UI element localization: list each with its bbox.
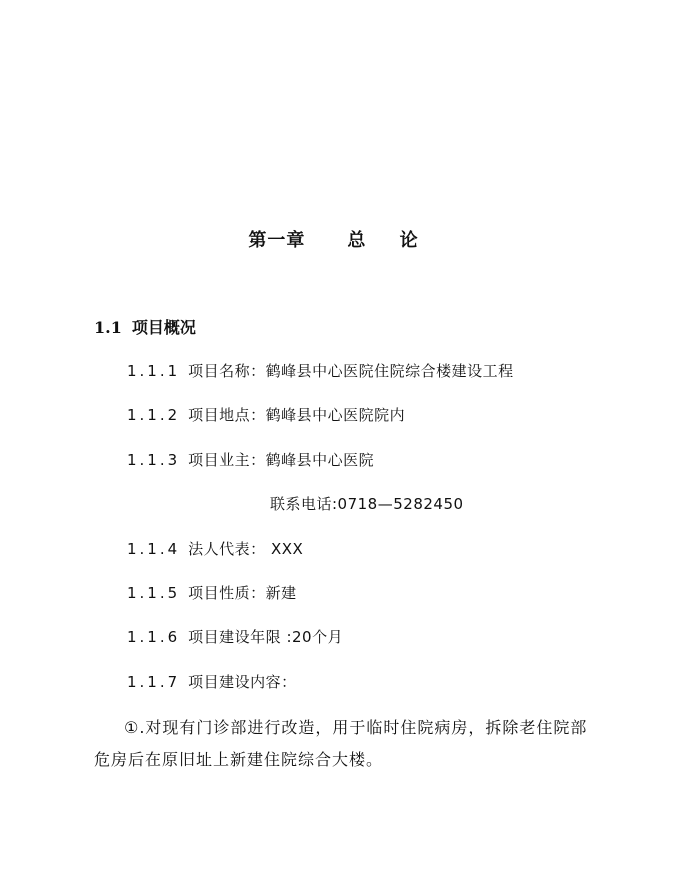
chapter-name: 总 论 [347, 230, 432, 251]
item-number: 1.1.4 [127, 540, 181, 558]
item-number: 1.1.5 [127, 584, 181, 602]
list-item [127, 538, 303, 559]
item-text: 项目建设年限 :20个月 [188, 628, 344, 646]
item-text: 项目业主：鹤峰县中心医院 [188, 451, 375, 469]
section-number: 1.1 [94, 318, 122, 337]
contact-phone: 联系电话:0718—5282450 [270, 495, 464, 513]
section-heading [94, 315, 196, 338]
content-paragraph: ①.对现有门诊部进行改造，用于临时住院病房，拆除老住院部危房后在原旧址上新建住院综合大楼。 [94, 718, 588, 769]
section-title: 项目概况 [131, 318, 196, 337]
item-number: 1.1.2 [127, 406, 181, 424]
item-number: 1.1.6 [127, 628, 181, 646]
list-item [127, 449, 374, 470]
list-item [127, 360, 514, 381]
list-item [127, 404, 405, 425]
chapter-title [0, 226, 680, 252]
list-item [127, 582, 297, 603]
item-text: 项目地点：鹤峰县中心医院院内 [188, 406, 406, 424]
item-text: 项目性质：新建 [188, 584, 297, 602]
item-text: 项目建设内容： [188, 673, 297, 691]
item-number: 1.1.3 [127, 451, 181, 469]
list-item [127, 671, 297, 692]
item-text: 项目名称：鹤峰县中心医院住院综合楼建设工程 [188, 362, 514, 380]
item-number: 1.1.7 [127, 673, 181, 691]
item-text: 法人代表： XXX [188, 540, 304, 558]
item-number: 1.1.1 [127, 362, 181, 380]
list-item [127, 626, 343, 647]
chapter-label: 第一章 [248, 230, 306, 251]
